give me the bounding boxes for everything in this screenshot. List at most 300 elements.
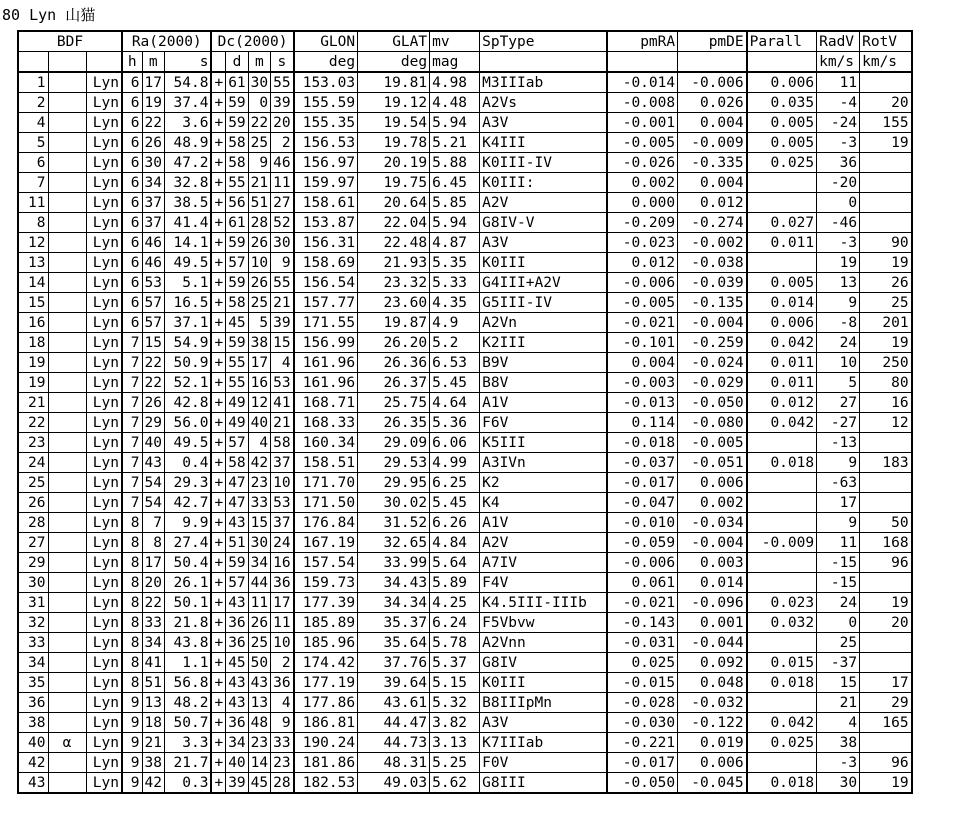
cell-ra-h: 7	[122, 393, 142, 413]
cell-pmde: -0.034	[678, 513, 747, 533]
cell-dc-sign: +	[211, 533, 225, 553]
cell-radv: -37	[817, 653, 860, 673]
cell-glat: 29.53	[358, 453, 430, 473]
cell-constellation: Lyn	[86, 133, 122, 153]
cell-mv: 3.13	[430, 733, 480, 753]
cell-dc-sign: +	[211, 773, 225, 794]
cell-glat: 49.03	[358, 773, 430, 794]
unit-d: d	[226, 52, 248, 73]
cell-flamsteed: 25	[18, 473, 48, 493]
cell-parall: 0.011	[747, 233, 817, 253]
cell-pmde: -0.004	[678, 313, 747, 333]
cell-glon: 153.03	[294, 72, 358, 93]
cell-bayer	[48, 493, 86, 513]
cell-pmra: -0.209	[607, 213, 678, 233]
cell-glat: 32.65	[358, 533, 430, 553]
cell-dc-d: 47	[226, 493, 248, 513]
cell-dc-m: 11	[248, 593, 270, 613]
cell-pmra: 0.002	[607, 173, 678, 193]
cell-dc-m: 34	[248, 553, 270, 573]
cell-dc-m: 9	[248, 153, 270, 173]
cell-parall: 0.005	[747, 113, 817, 133]
unit-blank	[48, 52, 86, 73]
cell-dc-s: 2	[271, 653, 294, 673]
cell-glat: 26.37	[358, 373, 430, 393]
cell-flamsteed: 42	[18, 753, 48, 773]
cell-parall	[747, 253, 817, 273]
header-glat: GLAT	[358, 31, 430, 52]
cell-flamsteed: 6	[18, 153, 48, 173]
cell-radv: 21	[817, 693, 860, 713]
cell-ra-m: 26	[142, 133, 164, 153]
cell-ra-m: 40	[142, 433, 164, 453]
cell-rotv: 19	[860, 773, 912, 794]
cell-dc-s: 41	[271, 393, 294, 413]
cell-glon: 158.69	[294, 253, 358, 273]
cell-pmra: -0.021	[607, 313, 678, 333]
cell-pmde: -0.080	[678, 413, 747, 433]
cell-radv: -27	[817, 413, 860, 433]
cell-glon: 158.51	[294, 453, 358, 473]
cell-flamsteed: 21	[18, 393, 48, 413]
cell-dc-m: 14	[248, 753, 270, 773]
cell-rotv: 29	[860, 693, 912, 713]
cell-dc-sign: +	[211, 733, 225, 753]
cell-pmde: 0.006	[678, 753, 747, 773]
cell-glat: 19.54	[358, 113, 430, 133]
cell-ra-m: 22	[142, 353, 164, 373]
cell-sptype: F6V	[480, 413, 607, 433]
cell-sptype: A3V	[480, 233, 607, 253]
cell-glon: 185.89	[294, 613, 358, 633]
cell-pmra: -0.037	[607, 453, 678, 473]
cell-mv: 5.25	[430, 753, 480, 773]
cell-radv: 17	[817, 493, 860, 513]
cell-dc-s: 11	[271, 613, 294, 633]
cell-glon: 171.70	[294, 473, 358, 493]
cell-glon: 158.61	[294, 193, 358, 213]
table-row	[18, 373, 912, 393]
cell-radv: 36	[817, 153, 860, 173]
cell-radv: -24	[817, 113, 860, 133]
cell-mv: 6.25	[430, 473, 480, 493]
cell-flamsteed: 31	[18, 593, 48, 613]
cell-constellation: Lyn	[86, 353, 122, 373]
cell-glon: 161.96	[294, 353, 358, 373]
cell-ra-s: 50.4	[164, 553, 211, 573]
cell-pmra: -0.026	[607, 153, 678, 173]
cell-dc-sign: +	[211, 393, 225, 413]
cell-mv: 6.06	[430, 433, 480, 453]
header-radv: RadV	[817, 31, 860, 52]
cell-glat: 37.76	[358, 653, 430, 673]
cell-glat: 35.37	[358, 613, 430, 633]
cell-sptype: B9V	[480, 353, 607, 373]
cell-pmra: -0.006	[607, 273, 678, 293]
cell-glat: 33.99	[358, 553, 430, 573]
cell-radv: 38	[817, 733, 860, 753]
cell-ra-s: 1.1	[164, 653, 211, 673]
cell-dc-d: 59	[226, 333, 248, 353]
cell-constellation: Lyn	[86, 453, 122, 473]
cell-ra-m: 20	[142, 573, 164, 593]
cell-mv: 6.26	[430, 513, 480, 533]
cell-dc-s: 16	[271, 553, 294, 573]
cell-glon: 168.33	[294, 413, 358, 433]
cell-dc-m: 28	[248, 213, 270, 233]
cell-constellation: Lyn	[86, 573, 122, 593]
cell-dc-s: 17	[271, 593, 294, 613]
unit-h: h	[122, 52, 142, 73]
header-rotv: RotV	[860, 31, 912, 52]
cell-parall	[747, 433, 817, 453]
cell-dc-m: 48	[248, 713, 270, 733]
cell-dc-d: 59	[226, 113, 248, 133]
page-title: 80 Lyn 山猫	[2, 6, 96, 24]
cell-radv: 4	[817, 713, 860, 733]
cell-glon: 153.87	[294, 213, 358, 233]
cell-pmra: -0.013	[607, 393, 678, 413]
cell-dc-s: 53	[271, 373, 294, 393]
cell-glon: 156.53	[294, 133, 358, 153]
cell-glon: 156.97	[294, 153, 358, 173]
cell-dc-sign: +	[211, 633, 225, 653]
cell-ra-h: 9	[122, 713, 142, 733]
cell-parall: 0.023	[747, 593, 817, 613]
cell-dc-sign: +	[211, 273, 225, 293]
cell-constellation: Lyn	[86, 753, 122, 773]
cell-dc-d: 57	[226, 433, 248, 453]
table-row	[18, 693, 912, 713]
cell-glat: 21.93	[358, 253, 430, 273]
cell-flamsteed: 32	[18, 613, 48, 633]
header-sptype: SpType	[480, 31, 607, 52]
cell-mv: 5.21	[430, 133, 480, 153]
cell-constellation: Lyn	[86, 613, 122, 633]
cell-pmra: -0.059	[607, 533, 678, 553]
cell-mv: 6.24	[430, 613, 480, 633]
cell-sptype: G4III+A2V	[480, 273, 607, 293]
cell-glon: 157.77	[294, 293, 358, 313]
unit-blank	[747, 52, 817, 73]
cell-parall: 0.006	[747, 313, 817, 333]
cell-dc-m: 5	[248, 313, 270, 333]
table-row	[18, 253, 912, 273]
cell-mv: 3.82	[430, 713, 480, 733]
header-row	[18, 31, 912, 52]
header-glon: GLON	[294, 31, 358, 52]
cell-dc-sign: +	[211, 593, 225, 613]
cell-pmra: -0.023	[607, 233, 678, 253]
cell-mv: 4.35	[430, 293, 480, 313]
table-row	[18, 593, 912, 613]
cell-flamsteed: 2	[18, 93, 48, 113]
cell-ra-s: 0.3	[164, 773, 211, 794]
cell-bayer	[48, 573, 86, 593]
cell-constellation: Lyn	[86, 513, 122, 533]
cell-sptype: A3V	[480, 113, 607, 133]
cell-dc-d: 36	[226, 613, 248, 633]
cell-dc-m: 13	[248, 693, 270, 713]
cell-parall	[747, 513, 817, 533]
cell-dc-sign: +	[211, 213, 225, 233]
cell-sptype: F5Vbvw	[480, 613, 607, 633]
cell-bayer	[48, 353, 86, 373]
cell-parall: 0.025	[747, 153, 817, 173]
cell-dc-m: 26	[248, 613, 270, 633]
cell-pmra: -0.021	[607, 593, 678, 613]
cell-flamsteed: 23	[18, 433, 48, 453]
cell-rotv	[860, 473, 912, 493]
cell-pmra: -0.030	[607, 713, 678, 733]
cell-mv: 6.53	[430, 353, 480, 373]
cell-rotv: 90	[860, 233, 912, 253]
cell-pmra: -0.047	[607, 493, 678, 513]
cell-ra-s: 38.5	[164, 193, 211, 213]
cell-bayer	[48, 633, 86, 653]
cell-constellation: Lyn	[86, 293, 122, 313]
cell-dc-d: 51	[226, 533, 248, 553]
cell-glat: 19.12	[358, 93, 430, 113]
cell-pmra: -0.143	[607, 613, 678, 633]
cell-flamsteed: 11	[18, 193, 48, 213]
unit-m: m	[142, 52, 164, 73]
cell-rotv	[860, 733, 912, 753]
table-row	[18, 293, 912, 313]
cell-dc-m: 21	[248, 173, 270, 193]
unit-blank	[678, 52, 747, 73]
unit-mv: mag	[430, 52, 480, 73]
cell-constellation: Lyn	[86, 333, 122, 353]
cell-dc-d: 58	[226, 293, 248, 313]
cell-dc-m: 25	[248, 633, 270, 653]
cell-sptype: A3IVn	[480, 453, 607, 473]
table-row	[18, 153, 912, 173]
cell-dc-d: 61	[226, 72, 248, 93]
cell-ra-s: 50.1	[164, 593, 211, 613]
cell-dc-sign: +	[211, 673, 225, 693]
cell-flamsteed: 19	[18, 373, 48, 393]
cell-parall: 0.027	[747, 213, 817, 233]
cell-parall: 0.042	[747, 413, 817, 433]
cell-pmde: 0.014	[678, 573, 747, 593]
cell-dc-d: 49	[226, 393, 248, 413]
cell-dc-sign: +	[211, 193, 225, 213]
cell-radv: -3	[817, 753, 860, 773]
cell-flamsteed: 43	[18, 773, 48, 794]
cell-glat: 29.95	[358, 473, 430, 493]
cell-dc-sign: +	[211, 433, 225, 453]
cell-glat: 19.81	[358, 72, 430, 93]
cell-glon: 171.55	[294, 313, 358, 333]
cell-ra-s: 37.1	[164, 313, 211, 333]
cell-parall	[747, 693, 817, 713]
cell-glat: 26.20	[358, 333, 430, 353]
cell-ra-s: 21.7	[164, 753, 211, 773]
cell-glat: 20.64	[358, 193, 430, 213]
cell-glat: 19.75	[358, 173, 430, 193]
cell-bayer	[48, 413, 86, 433]
cell-sptype: F4V	[480, 573, 607, 593]
cell-flamsteed: 13	[18, 253, 48, 273]
cell-pmde: -0.335	[678, 153, 747, 173]
cell-pmra: -0.221	[607, 733, 678, 753]
cell-flamsteed: 7	[18, 173, 48, 193]
cell-radv: -3	[817, 133, 860, 153]
cell-pmde: -0.039	[678, 273, 747, 293]
cell-flamsteed: 26	[18, 493, 48, 513]
cell-constellation: Lyn	[86, 393, 122, 413]
cell-pmra: -0.014	[607, 72, 678, 93]
cell-ra-s: 37.4	[164, 93, 211, 113]
cell-parall: 0.018	[747, 673, 817, 693]
cell-radv: -15	[817, 553, 860, 573]
cell-radv: 15	[817, 673, 860, 693]
cell-bayer	[48, 453, 86, 473]
cell-sptype: A3V	[480, 713, 607, 733]
cell-glat: 34.43	[358, 573, 430, 593]
cell-dc-d: 47	[226, 473, 248, 493]
cell-pmra: -0.028	[607, 693, 678, 713]
cell-ra-s: 41.4	[164, 213, 211, 233]
cell-constellation: Lyn	[86, 373, 122, 393]
cell-radv: 25	[817, 633, 860, 653]
cell-dc-m: 43	[248, 673, 270, 693]
cell-glon: 155.35	[294, 113, 358, 133]
cell-glat: 43.61	[358, 693, 430, 713]
cell-dc-d: 61	[226, 213, 248, 233]
cell-radv: 19	[817, 253, 860, 273]
cell-flamsteed: 8	[18, 213, 48, 233]
cell-rotv: 26	[860, 273, 912, 293]
cell-ra-s: 47.2	[164, 153, 211, 173]
cell-radv: 9	[817, 453, 860, 473]
unit-blank	[86, 52, 122, 73]
cell-dc-s: 39	[271, 93, 294, 113]
cell-dc-s: 15	[271, 333, 294, 353]
cell-pmde: -0.024	[678, 353, 747, 373]
unit-blank	[211, 52, 225, 73]
cell-radv: -13	[817, 433, 860, 453]
cell-pmde: 0.002	[678, 493, 747, 513]
cell-ra-h: 6	[122, 313, 142, 333]
cell-sptype: K5III	[480, 433, 607, 453]
cell-glon: 161.96	[294, 373, 358, 393]
cell-dc-m: 25	[248, 133, 270, 153]
cell-dc-m: 30	[248, 72, 270, 93]
cell-dc-m: 22	[248, 113, 270, 133]
header-bdf: BDF	[18, 31, 122, 52]
cell-rotv: 201	[860, 313, 912, 333]
cell-flamsteed: 28	[18, 513, 48, 533]
cell-dc-m: 26	[248, 233, 270, 253]
cell-rotv	[860, 153, 912, 173]
cell-pmra: 0.114	[607, 413, 678, 433]
cell-radv: -8	[817, 313, 860, 333]
cell-mv: 4.64	[430, 393, 480, 413]
cell-dc-s: 58	[271, 433, 294, 453]
cell-rotv: 19	[860, 133, 912, 153]
cell-dc-s: 10	[271, 473, 294, 493]
cell-sptype: K0III:	[480, 173, 607, 193]
cell-dc-d: 55	[226, 173, 248, 193]
cell-mv: 4.84	[430, 533, 480, 553]
cell-radv: -15	[817, 573, 860, 593]
cell-constellation: Lyn	[86, 193, 122, 213]
cell-rotv: 20	[860, 613, 912, 633]
cell-glon: 182.53	[294, 773, 358, 794]
cell-ra-s: 49.5	[164, 253, 211, 273]
cell-glat: 34.34	[358, 593, 430, 613]
cell-radv: -3	[817, 233, 860, 253]
cell-pmde: -0.032	[678, 693, 747, 713]
cell-dc-d: 43	[226, 513, 248, 533]
table-row	[18, 233, 912, 253]
cell-bayer	[48, 93, 86, 113]
cell-ra-s: 43.8	[164, 633, 211, 653]
table-row	[18, 473, 912, 493]
table-row	[18, 493, 912, 513]
cell-flamsteed: 24	[18, 453, 48, 473]
cell-glon: 177.39	[294, 593, 358, 613]
cell-flamsteed: 34	[18, 653, 48, 673]
cell-radv: 10	[817, 353, 860, 373]
cell-dc-s: 4	[271, 693, 294, 713]
cell-ra-m: 26	[142, 393, 164, 413]
cell-dc-s: 37	[271, 513, 294, 533]
cell-parall: 0.011	[747, 353, 817, 373]
cell-constellation: Lyn	[86, 533, 122, 553]
cell-ra-m: 34	[142, 633, 164, 653]
cell-ra-m: 43	[142, 453, 164, 473]
cell-parall	[747, 493, 817, 513]
cell-parall: 0.005	[747, 133, 817, 153]
cell-ra-s: 50.9	[164, 353, 211, 373]
cell-pmde: 0.026	[678, 93, 747, 113]
cell-glon: 156.54	[294, 273, 358, 293]
cell-glon: 167.19	[294, 533, 358, 553]
cell-dc-m: 38	[248, 333, 270, 353]
table-row	[18, 413, 912, 433]
cell-dc-s: 21	[271, 413, 294, 433]
table-row	[18, 193, 912, 213]
cell-radv: 0	[817, 193, 860, 213]
cell-ra-s: 16.5	[164, 293, 211, 313]
cell-pmde: -0.029	[678, 373, 747, 393]
cell-ra-s: 9.9	[164, 513, 211, 533]
cell-ra-s: 26.1	[164, 573, 211, 593]
cell-sptype: K2	[480, 473, 607, 493]
cell-ra-m: 8	[142, 533, 164, 553]
table-row	[18, 613, 912, 633]
cell-radv: 27	[817, 393, 860, 413]
cell-ra-m: 57	[142, 293, 164, 313]
cell-constellation: Lyn	[86, 733, 122, 753]
table-row	[18, 213, 912, 233]
unit-row	[18, 52, 912, 73]
table-row	[18, 333, 912, 353]
cell-bayer	[48, 213, 86, 233]
cell-dc-m: 10	[248, 253, 270, 273]
header-dc: Dc(2000)	[211, 31, 293, 52]
cell-ra-m: 30	[142, 153, 164, 173]
header-mv: mv	[430, 31, 480, 52]
cell-dc-s: 2	[271, 133, 294, 153]
cell-ra-s: 50.7	[164, 713, 211, 733]
cell-ra-m: 37	[142, 213, 164, 233]
cell-glat: 35.64	[358, 633, 430, 653]
table-row	[18, 633, 912, 653]
